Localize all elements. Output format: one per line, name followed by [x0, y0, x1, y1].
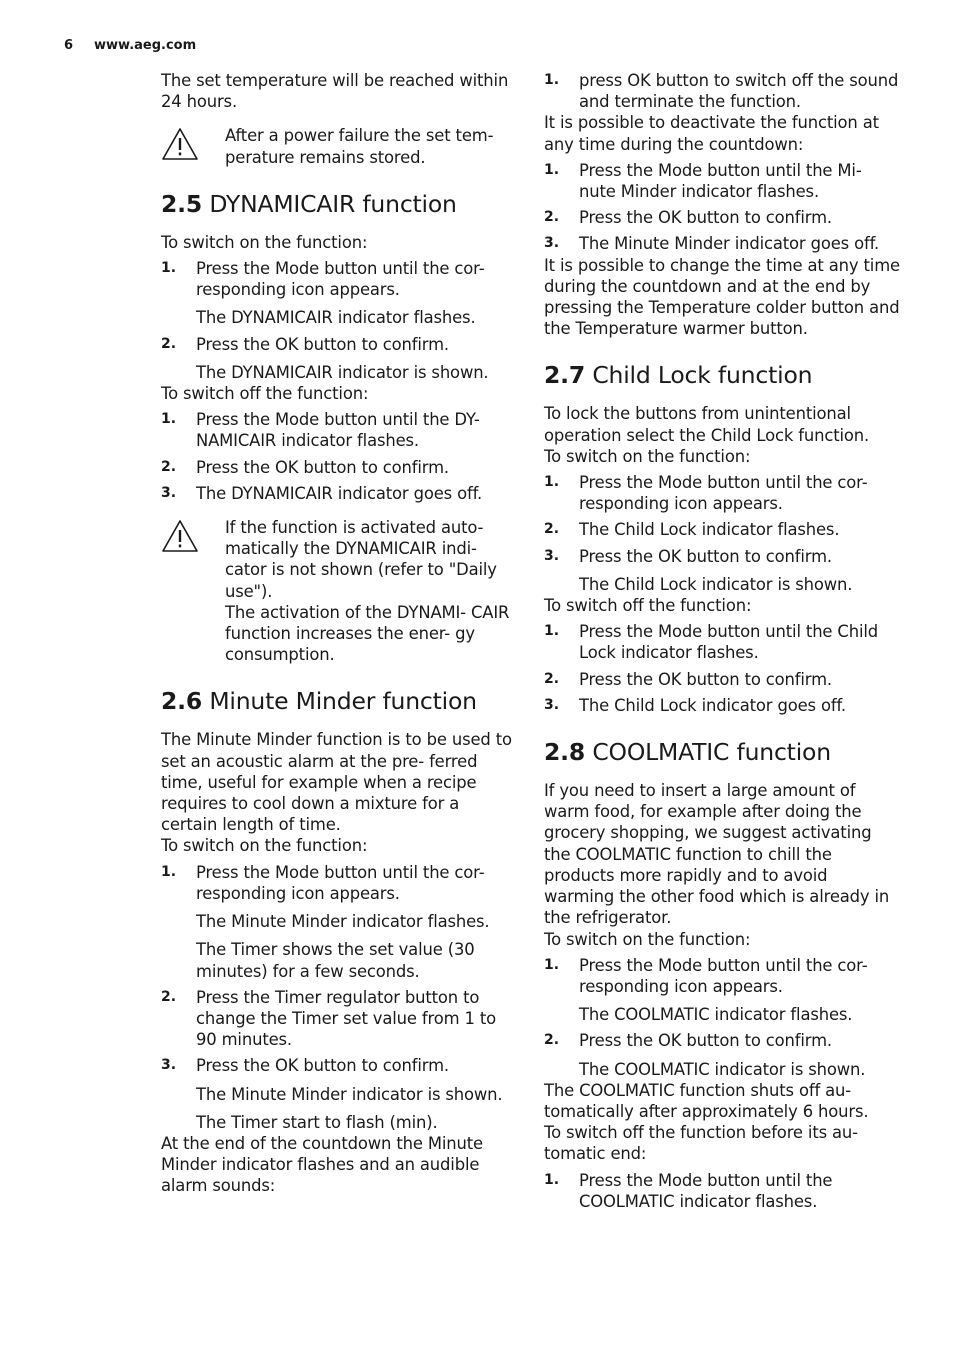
- list-item: 3. The Child Lock indicator goes off.: [544, 695, 846, 715]
- change-text: It is possible to change the time at any time during the countdown and at the end by pressing the Temperature colder button and the Temperature warmer button.: [544, 255, 900, 339]
- section-heading-2-7: 2.7 Child Lock function: [544, 361, 813, 390]
- step-note: The DYNAMICAIR indicator flashes.: [196, 308, 476, 328]
- list-item: 2. Press the OK button to confirm.: [161, 334, 449, 354]
- list-item: 1. Press the Mode button until the Mi- nute Minder indicator flashes.: [544, 160, 862, 202]
- right-column: [544, 70, 902, 1212]
- step-note: The Child Lock indicator is shown.: [579, 574, 853, 594]
- section-intro: If you need to insert a large amount of warm food, for example after doing the grocery shopping, we suggest activating the COOLMATIC function to chill the products more rapidly and to avoid warming the other food which is already in the refrigerator.: [544, 781, 890, 928]
- deactivate-label: It is possible to deactivate the function at any time during the countdown:: [544, 113, 879, 154]
- warning-note: [161, 517, 519, 665]
- section-heading-2-5: 2.5 DYNAMICAIR function: [161, 189, 457, 218]
- section-intro: The Minute Minder function is to be used to set an acoustic alarm at the pre- ferred time, useful for example when a recipe requires to cool down a mixture for a certain length of time.: [161, 730, 512, 835]
- switch-off-label: To switch off the function before its au- tomatic end:: [544, 1123, 858, 1164]
- intro-text: The set temperature will be reached within 24 hours.: [161, 71, 509, 112]
- auto-off-text: The COOLMATIC function shuts off au- tomatically after approximately 6 hours.: [544, 1080, 869, 1121]
- section-heading-2-6: 2.6 Minute Minder function: [161, 687, 477, 716]
- list-item: 1. press OK button to switch off the sound and terminate the function.: [544, 71, 899, 112]
- list-item: 2. Press the Timer regulator button to change the Timer set value from 1 to 90 minutes.: [161, 987, 496, 1050]
- step-note: The COOLMATIC indicator is shown.: [579, 1059, 866, 1079]
- list-item: 3. The Minute Minder indicator goes off.: [544, 234, 880, 254]
- section-intro: To lock the buttons from unintentional operation select the Child Lock function.: [544, 404, 870, 445]
- step-note: The DYNAMICAIR indicator is shown.: [196, 362, 489, 382]
- page-number: 6: [64, 38, 74, 53]
- list-item: 2. The Child Lock indicator flashes.: [544, 520, 840, 540]
- warning-icon: [161, 517, 225, 665]
- section-heading-2-8: 2.8 COOLMATIC function: [544, 738, 831, 767]
- switch-off-label: To switch off the function:: [161, 384, 369, 404]
- warning-note: [161, 125, 519, 167]
- list-item: 1. Press the Mode button until the DY- NAMICAIR indicator flashes.: [161, 410, 480, 451]
- switch-on-label: To switch on the function:: [161, 232, 368, 252]
- list-item: 2. Press the OK button to confirm.: [544, 669, 832, 689]
- step-note: The COOLMATIC indicator flashes.: [579, 1005, 853, 1025]
- warning-text: If the function is activated auto- matically the DYNAMICAIR indi- cator is not shown (refer to "Daily use").: [225, 518, 497, 601]
- list-item: 2. Press the OK button to confirm.: [544, 208, 832, 228]
- step-note: The Timer start to flash (min).: [196, 1112, 438, 1132]
- step-note: The Minute Minder indicator flashes.: [196, 912, 490, 932]
- step-note: The Minute Minder indicator is shown.: [196, 1084, 503, 1104]
- switch-on-label: To switch on the function:: [161, 836, 368, 856]
- step-note: The Timer shows the set value (30 minutes) for a few seconds.: [196, 940, 475, 981]
- warning-text: The activation of the DYNAMI- CAIR function increases the ener- gy consumption.: [225, 602, 510, 665]
- list-item: 3. The DYNAMICAIR indicator goes off.: [161, 483, 483, 503]
- list-item: 1. Press the Mode button until the COOLMATIC indicator flashes.: [544, 1170, 833, 1211]
- list-item: 3. Press the OK button to confirm.: [544, 546, 832, 566]
- switch-off-label: To switch off the function:: [544, 596, 752, 616]
- end-text: At the end of the countdown the Minute Minder indicator flashes and an audible alarm sounds:: [161, 1133, 483, 1196]
- list-item: 3. Press the OK button to confirm.: [161, 1056, 449, 1076]
- list-item: 2. Press the OK button to confirm.: [161, 457, 449, 477]
- page-header: [64, 38, 196, 53]
- list-item: 2. Press the OK button to confirm.: [544, 1031, 832, 1051]
- list-item: 1. Press the Mode button until the cor- responding icon appears.: [544, 473, 868, 514]
- list-item: 1. Press the Mode button until the Child Lock indicator flashes.: [544, 622, 879, 663]
- switch-on-label: To switch on the function:: [544, 446, 751, 466]
- warning-icon: [161, 125, 225, 167]
- switch-on-label: To switch on the function:: [544, 929, 751, 949]
- warning-text: After a power failure the set tem- perature remains stored.: [225, 126, 494, 167]
- list-item: 1. Press the Mode button until the cor- responding icon appears.: [544, 955, 868, 996]
- site-url[interactable]: www.aeg.com: [94, 38, 197, 53]
- list-item: 1. Press the Mode button until the cor- responding icon appears.: [161, 259, 485, 300]
- list-item: 1. Press the Mode button until the cor- responding icon appears.: [161, 862, 485, 903]
- left-column: [161, 70, 519, 1197]
